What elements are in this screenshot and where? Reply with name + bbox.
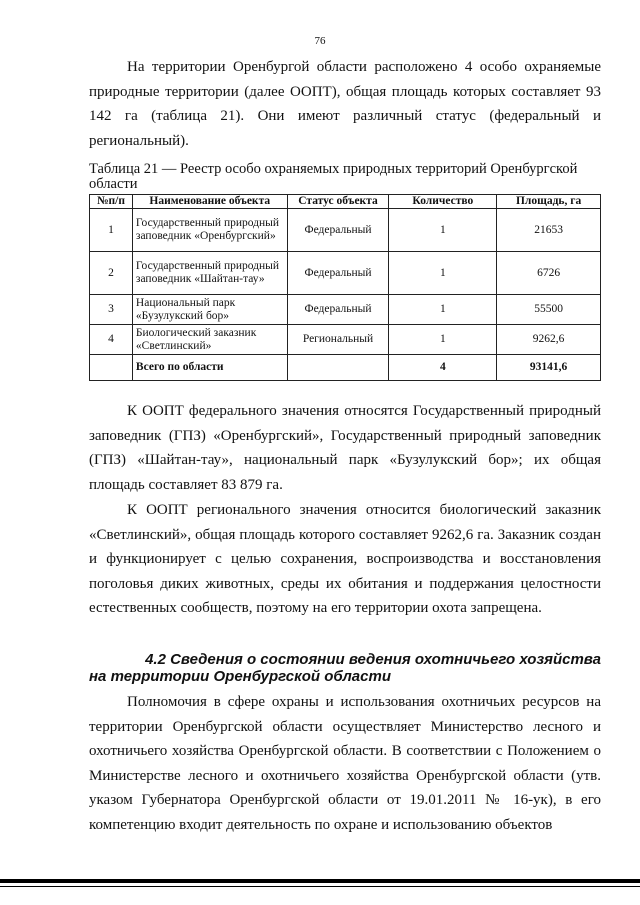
cell-status: Федеральный <box>287 295 389 325</box>
regional-paragraph: К ООПТ регионального значения относится биологический заказник «Светлинский», общая площадь которого составляет 9262,6 га. Заказник создан и функционирует с целью сохранения, воспроизводства и восстановления поголовья диких животных, среды их обитания и поддержания целостности естественных сообществ, поэтому на его территории охота запрещена. <box>89 502 601 616</box>
cell-status: Региональный <box>287 325 389 355</box>
cell-name: Государственный природный заповедник «Оренбургский» <box>132 209 287 252</box>
table-row <box>90 209 601 252</box>
cell-name: Биологический заказник «Светлинский» <box>132 325 287 355</box>
header-name: Наименование объекта <box>132 195 287 209</box>
header-count: Количество <box>389 195 497 209</box>
header-area: Площадь, га <box>497 195 601 209</box>
intro-paragraph: На территории Оренбургой области расположено 4 особо охраняемые природные территории (далее ООПТ), общая площадь которых составляет 93 142 га (таблица 21). Они имеют различный статус (федеральный и региональный). <box>89 59 601 149</box>
cell-name: Национальный парк «Бузулукский бор» <box>132 295 287 325</box>
table-total-row <box>90 355 601 381</box>
section-heading-line1: 4.2 Сведения о состоянии ведения охотничьего хозяйства <box>145 651 601 668</box>
section-heading <box>89 651 601 685</box>
cell-area: 55500 <box>497 295 601 325</box>
cell-num-empty <box>90 355 133 381</box>
cell-count: 1 <box>389 325 497 355</box>
page-number: 76 <box>314 35 326 47</box>
table-caption: Таблица 21 — Реестр особо охраняемых природных территорий Оренбургской области <box>89 161 578 192</box>
cell-count: 1 <box>389 209 497 252</box>
header-num: №п/п <box>90 195 133 209</box>
cell-num: 3 <box>90 295 133 325</box>
cell-name: Государственный природный заповедник «Шайтан-тау» <box>132 252 287 295</box>
table-row <box>90 295 601 325</box>
cell-area: 21653 <box>497 209 601 252</box>
header-status: Статус объекта <box>287 195 389 209</box>
cell-num: 1 <box>90 209 133 252</box>
cell-total-label: Всего по области <box>132 355 287 381</box>
cell-count: 1 <box>389 295 497 325</box>
cell-num: 2 <box>90 252 133 295</box>
cell-total-area: 93141,6 <box>497 355 601 381</box>
cell-area: 6726 <box>497 252 601 295</box>
protected-areas-table <box>89 194 601 381</box>
footer-rule-thin <box>0 886 640 887</box>
cell-num: 4 <box>90 325 133 355</box>
footer-rule-thick <box>0 879 640 883</box>
cell-area: 9262,6 <box>497 325 601 355</box>
cell-status: Федеральный <box>287 252 389 295</box>
cell-status: Федеральный <box>287 209 389 252</box>
cell-status-empty <box>287 355 389 381</box>
section-heading-line2: на территории Оренбургской области <box>89 668 391 685</box>
cell-count: 1 <box>389 252 497 295</box>
table-row <box>90 252 601 295</box>
cell-total-count: 4 <box>389 355 497 381</box>
table-row <box>90 325 601 355</box>
table-header-row <box>90 195 601 209</box>
federal-paragraph: К ООПТ федерального значения относятся Государственный природный заповедник (ГПЗ) «Оренбургский», Государственный природный заповедник (ГПЗ) «Шайтан-тау», национальный парк «Бузулукский бор»; их общая площадь составляет 83 879 га. <box>89 403 601 493</box>
section-paragraph: Полномочия в сфере охраны и использования охотничьих ресурсов на территории Оренбургской области осуществляет Министерство лесного и охотничьего хозяйства Оренбургской области. В соответствии с Положением о Министерстве лесного и охотничьего хозяйства Оренбургской области (утв. указом Губернатора Оренбургской области от 19.01.2011 № 16-ук), в его компетенцию входит деятельность по охране и использованию объектов <box>89 694 601 833</box>
